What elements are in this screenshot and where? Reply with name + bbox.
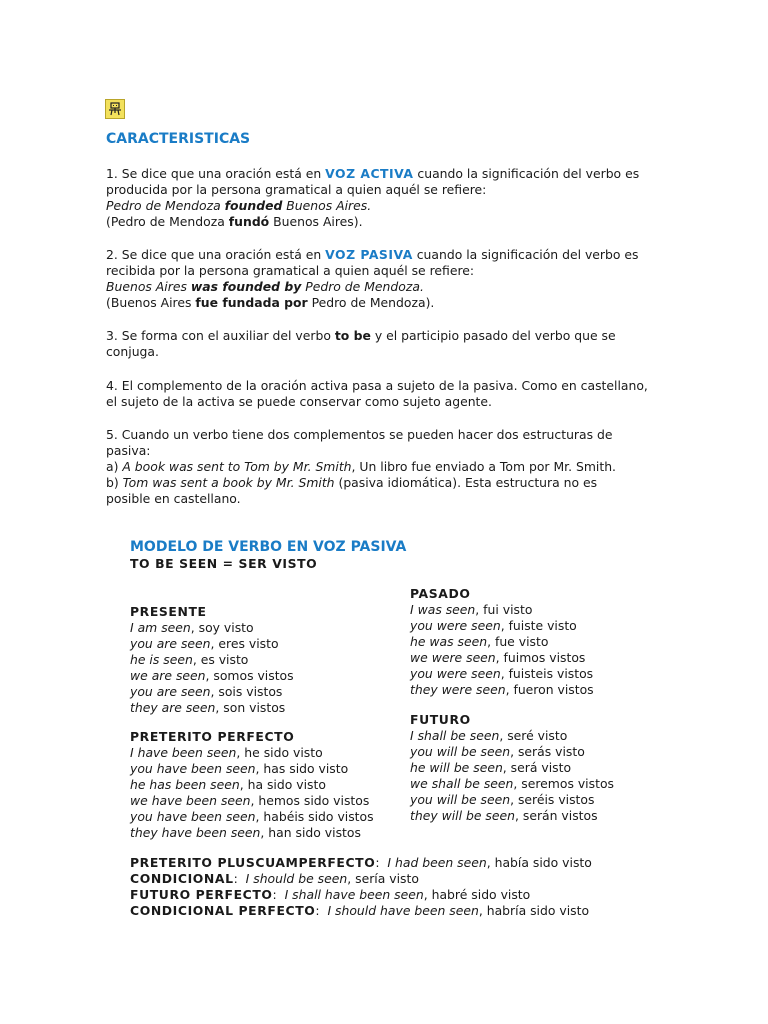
english-form: I should be seen [245,871,348,886]
modelo-title: MODELO DE VERBO EN VOZ PASIVA [130,539,407,555]
futuro-row [410,792,614,808]
spanish-form: , fui visto [475,602,533,617]
presente-row [130,652,294,668]
spanish-form: , fuiste visto [500,618,577,633]
preterito-perfecto-row [130,793,374,809]
spanish-form: , he sido visto [236,745,323,760]
spanish-form: , fuisteis vistos [500,666,594,681]
english-form: you have been seen [130,761,256,776]
paragraph-1: 1. Se dice que una oración está en VOZ ACTIVA cuando la significación del verbo es producida por la persona gramatical a quien aquél se refiere: Pedro de Mendoza founded Buenos Aires. (Pedro de Mendoza fundó Buenos Aires). [106,166,640,229]
futuro-block [410,712,614,824]
extra-tense-row: CONDICIONAL: I should be seen, sería visto [130,871,419,886]
english-form: you are seen [130,636,211,651]
english-form: he has been seen [130,777,240,792]
spanish-form: , es visto [192,652,249,667]
paragraph-2: 2. Se dice que una oración está en VOZ PASIVA cuando la significación del verbo es recibida por la persona gramatical a quien aquél se refiere: Buenos Aires was founded by Pedro de Mendoza. (Buenos Aires fue fundada por Pedro de Mendoza). [106,247,639,310]
english-form: I should have been seen [327,903,479,918]
preterito-perfecto-label: PRETERITO PERFECTO [130,729,295,744]
spanish-form: , soy visto [190,620,254,635]
futuro-row [410,808,614,824]
extra-tenses [130,855,592,919]
preterito-perfecto-row [130,761,374,777]
english-form: I have been seen [130,745,237,760]
english-form: they will be seen [410,808,515,823]
spanish-form: , has sido visto [255,761,349,776]
pasado-block [410,586,594,698]
spanish-form: , será visto [502,760,572,775]
extra-tense-row: CONDICIONAL PERFECTO: I should have been seen, habría sido visto [130,903,590,918]
pasado-row [410,682,594,698]
spanish-form: , serás visto [510,744,585,759]
english-form: you have been seen [130,809,256,824]
pasado-row [410,666,594,682]
spanish-form: , habría sido visto [478,903,590,918]
spanish-form: , seréis vistos [510,792,595,807]
pasado-row [410,602,594,618]
voz-activa-keyword: VOZ ACTIVA [325,166,414,181]
english-form: you will be seen [410,744,511,759]
futuro-label: FUTURO [410,712,471,727]
spanish-form: , sois vistos [210,684,283,699]
spanish-form: , fuimos vistos [495,650,586,665]
paragraph-5: 5. Cuando un verbo tiene dos complementos se pueden hacer dos estructuras de pasiva: a) A book was sent to Tom by Mr. Smith, Un libro fue enviado a Tom por Mr. Smith. b) Tom was sent a book by Mr. Smith (pasiva idiomática). Esta estructura no es posible en castellano. [106,427,616,506]
presente-row [130,620,294,636]
presente-block [130,604,294,716]
preterito-perfecto-row [130,745,374,761]
english-form: we are seen [130,668,206,683]
pasado-row [410,618,594,634]
tense-label: CONDICIONAL [130,871,234,886]
pasado-row [410,650,594,666]
english-form: I had been seen [387,855,487,870]
presente-label: PRESENTE [130,604,207,619]
futuro-row [410,744,614,760]
futuro-row [410,728,614,744]
spanish-form: , seremos vistos [513,776,614,791]
english-form: they are seen [130,700,216,715]
paragraph-3: 3. Se forma con el auxiliar del verbo to be y el participio pasado del verbo que se conjuga. [106,328,616,359]
preterito-perfecto-row [130,777,374,793]
modelo-subtitle: TO BE SEEN = SER VISTO [130,556,318,571]
spanish-form: , serán vistos [515,808,598,823]
spanish-form: , son vistos [215,700,286,715]
spanish-form: , fueron vistos [505,682,594,697]
spanish-form: , fue visto [487,634,549,649]
spanish-form: , habré sido visto [423,887,531,902]
tense-label: PRETERITO PLUSCUAMPERFECTO [130,855,376,870]
preterito-perfecto-row [130,825,374,841]
english-form: you were seen [410,618,501,633]
english-form: we were seen [410,650,496,665]
spanish-form: , seré visto [499,728,568,743]
english-form: I shall be seen [410,728,500,743]
preterito-perfecto-block [130,729,374,841]
english-form: you are seen [130,684,211,699]
futuro-row [410,776,614,792]
english-form: he is seen [130,652,193,667]
english-form: I shall have been seen [284,887,424,902]
spanish-form: , ha sido visto [239,777,326,792]
spanish-form: , somos vistos [205,668,294,683]
spanish-form: , hemos sido vistos [250,793,370,808]
extra-tense-row: FUTURO PERFECTO: I shall have been seen, habré sido visto [130,887,531,902]
paragraph-4: 4. El complemento de la oración activa pasa a sujeto de la pasiva. Como en castellano, el sujeto de la activa se puede conservar como sujeto agente. [106,378,648,409]
english-form: he was seen [410,634,488,649]
spanish-form: , sería visto [347,871,419,886]
presente-row [130,700,294,716]
english-form: we have been seen [130,793,251,808]
english-form: they were seen [410,682,506,697]
tense-label: FUTURO PERFECTO [130,887,273,902]
futuro-row [410,760,614,776]
extra-tense-row: PRETERITO PLUSCUAMPERFECTO: I had been seen, había sido visto [130,855,592,870]
voz-pasiva-keyword: VOZ PASIVA [325,247,413,262]
english-form: I am seen [130,620,191,635]
presente-row [130,636,294,652]
pasado-row [410,634,594,650]
preterito-perfecto-row [130,809,374,825]
spanish-form: , habéis sido vistos [255,809,374,824]
english-form: you will be seen [410,792,511,807]
presente-row [130,684,294,700]
section-heading: CARACTERISTICAS [106,131,251,147]
english-form: we shall be seen [410,776,514,791]
tense-label: CONDICIONAL PERFECTO [130,903,316,918]
pasado-label: PASADO [410,586,471,601]
english-form: you were seen [410,666,501,681]
robot-icon [105,99,125,119]
spanish-form: , había sido visto [486,855,592,870]
english-form: they have been seen [130,825,261,840]
english-form: I was seen [410,602,476,617]
presente-row [130,668,294,684]
spanish-form: , eres visto [210,636,279,651]
english-form: he will be seen [410,760,503,775]
spanish-form: , han sido vistos [260,825,361,840]
